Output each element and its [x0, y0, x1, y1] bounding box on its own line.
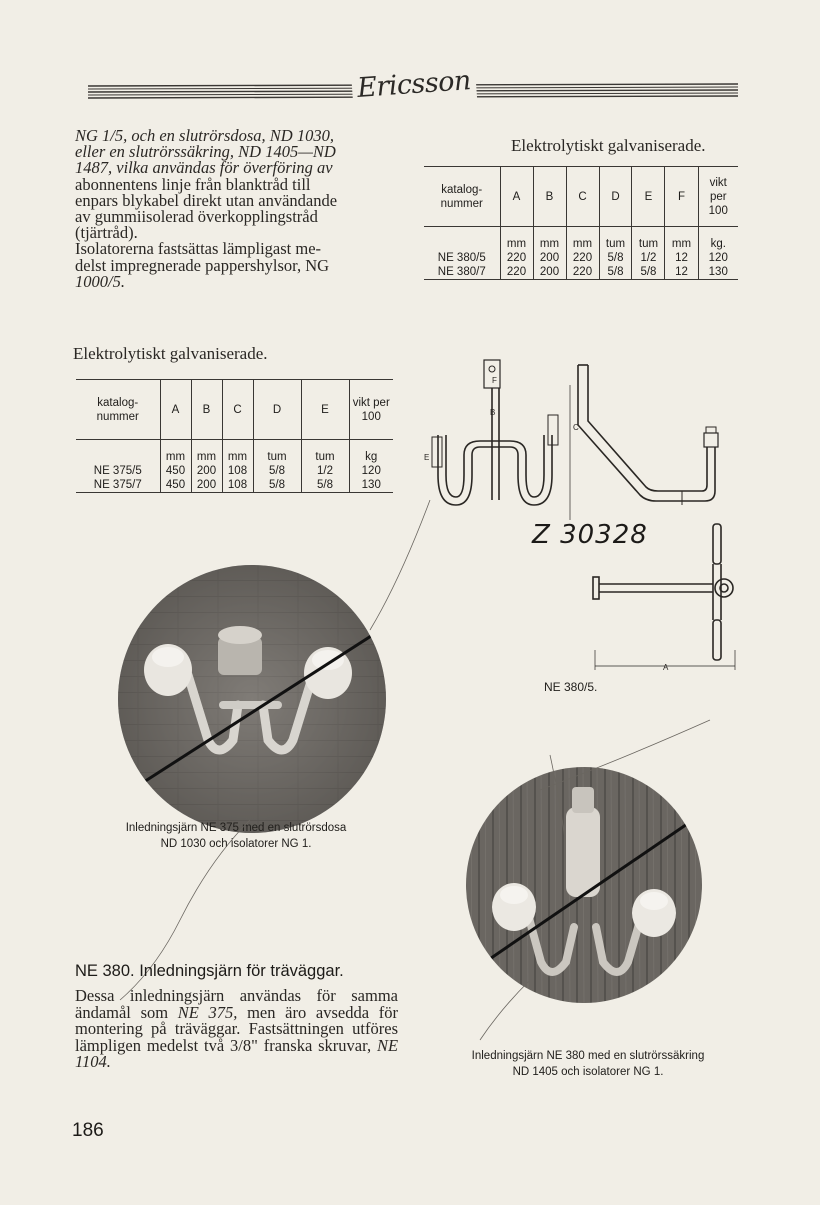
- intro-line: 1487, vilka användas för överföring av: [75, 158, 333, 178]
- table-cell: 220: [566, 251, 599, 265]
- table-cell: mm: [191, 440, 222, 465]
- table-header: D: [599, 167, 632, 227]
- table-cell: 12: [665, 251, 698, 265]
- intro-paragraph: [75, 128, 399, 290]
- intro-line: (tjärtråd).: [75, 223, 138, 243]
- table-cell: mm: [566, 227, 599, 252]
- table-header: A: [500, 167, 533, 227]
- intro-line: enpars blykabel direkt utan användande: [75, 190, 338, 210]
- table-title-ne380: Elektrolytiskt galvaniserade.: [511, 136, 706, 155]
- table-row: [424, 265, 738, 280]
- table-cell: 200: [533, 251, 566, 265]
- intro-line: Isolatorerna fastsättas lämpligast me-: [75, 239, 322, 259]
- section-heading: NE 380. Inledningsjärn för träväggar.: [75, 962, 344, 980]
- table-cell: tum: [301, 440, 349, 465]
- desc-fraction: 3/8": [230, 1035, 258, 1055]
- table-cell: 108: [222, 464, 253, 478]
- stamp-number: Z 30328: [532, 520, 648, 550]
- caption-line: Inledningsjärn NE 375 med en slutrörsdosa: [125, 822, 347, 834]
- intro-line: eller en slutrörssäkring, ND 1405—ND: [75, 142, 336, 162]
- dim-label: B: [490, 408, 496, 417]
- table-cell: 5/8: [599, 251, 632, 265]
- table-header: D: [253, 380, 301, 440]
- table-header: B: [191, 380, 222, 440]
- table-cell: 450: [160, 478, 191, 493]
- spec-table-ne380: [424, 166, 738, 280]
- intro-line: 1000/5.: [75, 271, 125, 291]
- table-header: katalog-nummer: [96, 396, 139, 423]
- table-cell: kg.: [698, 227, 738, 252]
- table-cell: mm: [500, 227, 533, 252]
- table-cell: mm: [160, 440, 191, 465]
- dim-label: C: [573, 423, 579, 432]
- table-header: katalog-nummer: [440, 183, 483, 210]
- table-cell: NE 375/5: [93, 465, 142, 477]
- spec-table-ne375: [76, 379, 393, 493]
- dim-label: F: [492, 376, 497, 385]
- table-cell: 120: [698, 251, 738, 265]
- table-cell: tum: [632, 227, 665, 252]
- table-header: C: [222, 380, 253, 440]
- table-header: C: [566, 167, 599, 227]
- table-cell: 5/8: [253, 478, 301, 493]
- desc-text: franska skruvar,: [263, 1035, 372, 1055]
- table-cell: 130: [349, 478, 393, 493]
- table-cell: 200: [191, 478, 222, 493]
- table-header: E: [632, 167, 665, 227]
- dim-label: E: [424, 453, 430, 462]
- table-cell: 5/8: [599, 265, 632, 280]
- desc-ref: NE 375,: [177, 1002, 238, 1022]
- table-header: vikt per 100: [349, 380, 393, 440]
- table-row: [76, 464, 393, 478]
- table-cell: 5/8: [632, 265, 665, 280]
- dim-label: A: [663, 663, 669, 670]
- table-cell: kg: [349, 440, 393, 465]
- intro-line: abonnentens linje från blanktråd till: [75, 174, 311, 194]
- table-cell: 220: [566, 265, 599, 280]
- table-cell: 130: [698, 265, 738, 280]
- table-cell: NE 380/7: [437, 266, 486, 278]
- table-title-ne375: Elektrolytiskt galvaniserade.: [73, 344, 268, 363]
- caption-line: Inledningsjärn NE 380 med en slutrörssäkring: [471, 1050, 705, 1062]
- intro-line: NG 1/5, och en slutrörsdosa, ND 1030,: [75, 126, 334, 145]
- table-cell: 120: [349, 464, 393, 478]
- table-cell: 12: [665, 265, 698, 280]
- intro-line: av gummiisolerad överkopplingstråd: [75, 207, 318, 227]
- table-cell: 108: [222, 478, 253, 493]
- table-cell: NE 380/5: [437, 252, 486, 264]
- table-cell: 220: [500, 265, 533, 280]
- caption-line: ND 1405 och isolatorer NG 1.: [512, 1066, 664, 1078]
- table-cell: 1/2: [632, 251, 665, 265]
- table-header: E: [301, 380, 349, 440]
- table-header: A: [160, 380, 191, 440]
- desc-text: Dessa inledningsjärn användas för samma ändamål som: [75, 986, 398, 1022]
- table-cell: 200: [191, 464, 222, 478]
- ericsson-logo: Ericsson: [351, 60, 478, 111]
- table-cell: NE 375/7: [93, 479, 142, 491]
- description-paragraph: [75, 988, 398, 1071]
- table-cell: 450: [160, 464, 191, 478]
- caption-line: ND 1030 och isolatorer NG 1.: [160, 838, 312, 850]
- table-cell: 5/8: [301, 478, 349, 493]
- table-cell: mm: [222, 440, 253, 465]
- table-cell: 5/8: [253, 464, 301, 478]
- table-cell: 220: [500, 251, 533, 265]
- intro-line: delst impregnerade pappershylsor, NG: [75, 255, 330, 275]
- desc-text: men äro avsedda för montering på träväggar. Fastsättningen utföres lämpligen medelst två: [75, 1002, 398, 1055]
- drawing-label: NE 380/5.: [544, 680, 598, 694]
- table-row: [424, 251, 738, 265]
- table-cell: tum: [599, 227, 632, 252]
- table-cell: [76, 440, 160, 465]
- page-number: 186: [72, 1120, 104, 1141]
- table-header: B: [533, 167, 566, 227]
- table-header: F: [665, 167, 698, 227]
- table-cell: mm: [665, 227, 698, 252]
- table-header: vikt per 100: [698, 167, 738, 227]
- desc-ref: NE 1104.: [75, 1035, 399, 1072]
- table-cell: mm: [533, 227, 566, 252]
- table-cell: [424, 227, 500, 252]
- table-cell: tum: [253, 440, 301, 465]
- table-cell: 1/2: [301, 464, 349, 478]
- table-row: [76, 478, 393, 493]
- table-cell: 200: [533, 265, 566, 280]
